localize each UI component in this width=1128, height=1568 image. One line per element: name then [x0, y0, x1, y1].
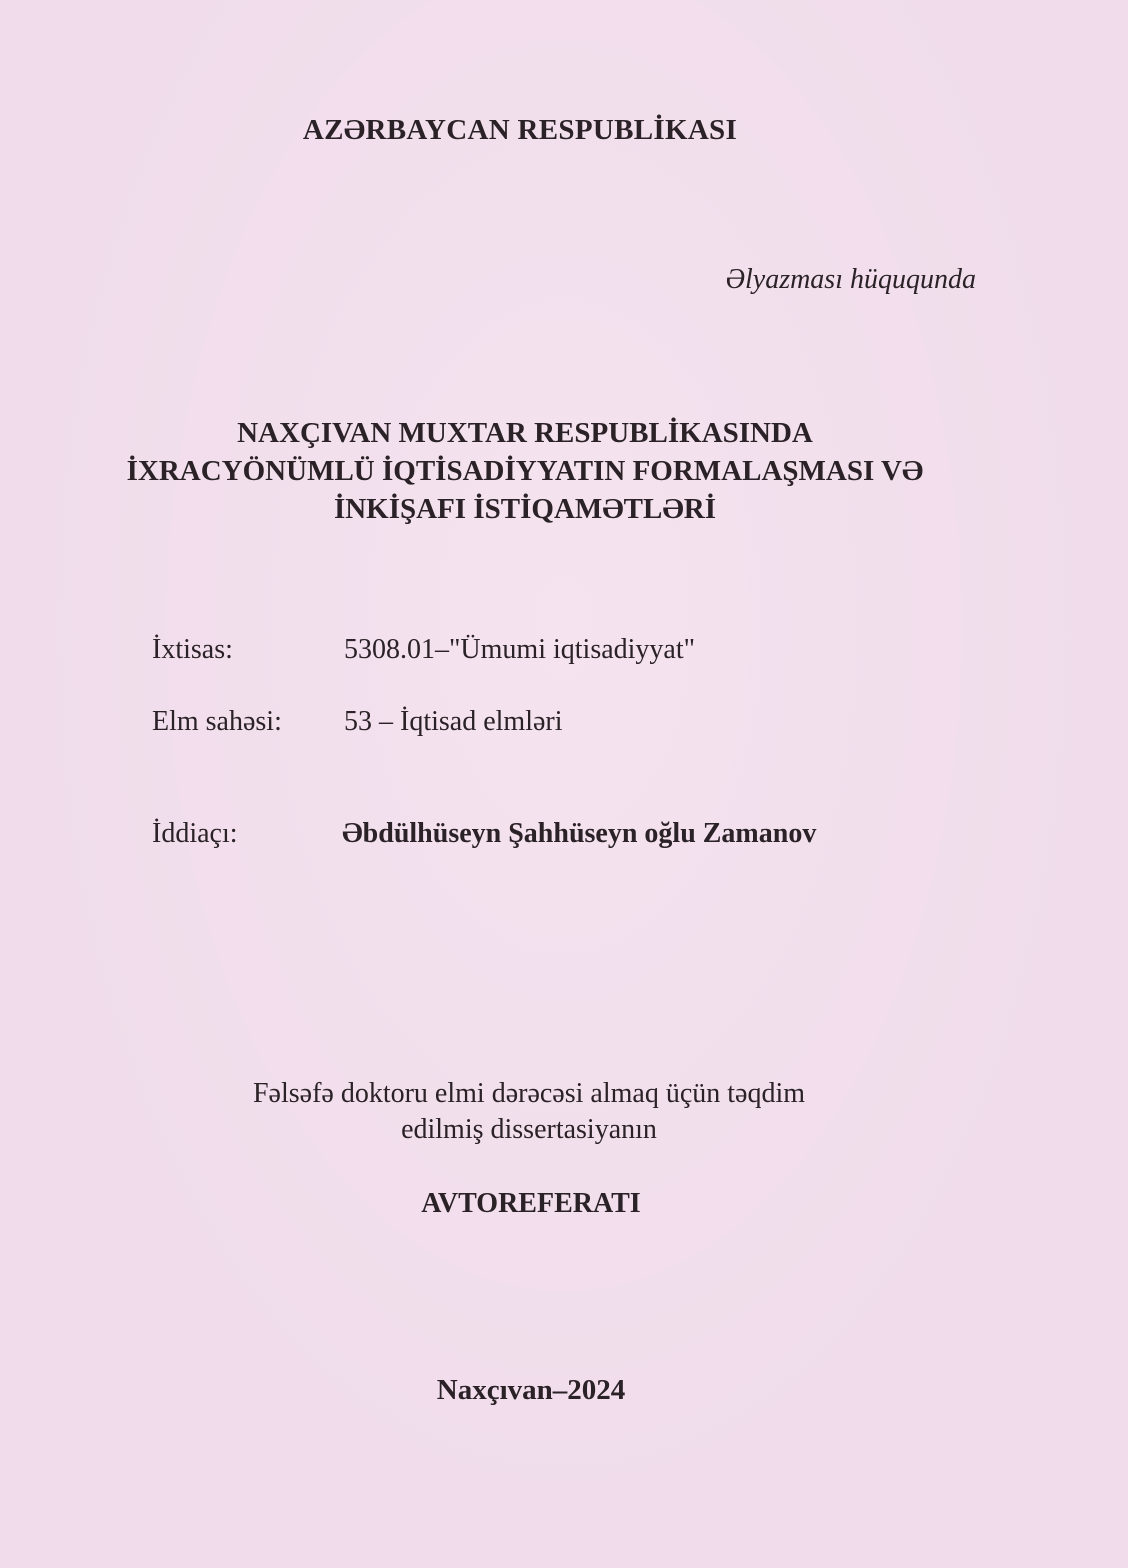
place-and-year: Naxçıvan–2024: [436, 1374, 626, 1406]
field-row: [152, 706, 563, 738]
field-value: 53 – İqtisad elmləri: [344, 706, 563, 737]
country-heading: AZƏRBAYCAN RESPUBLİKASI: [302, 114, 738, 146]
applicant-row: [152, 818, 816, 850]
submission-line: Fəlsəfə doktoru elmi dərəcəsi almaq üçün təqdim: [252, 1078, 806, 1109]
dissertation-title: [60, 414, 990, 528]
applicant-name: Əbdülhüseyn Şahhüseyn oğlu Zamanov: [342, 818, 817, 849]
title-line: İXRACYÖNÜMLÜ İQTİSADİYYATIN FORMALAŞMASI VƏ: [126, 455, 924, 487]
specialty-row: [152, 634, 695, 666]
document-type: AVTOREFERATI: [421, 1188, 641, 1219]
submission-line: edilmiş dissertasiyanın: [401, 1114, 657, 1145]
field-label: Elm sahəsi:: [152, 706, 282, 737]
submission-statement: [0, 1076, 1058, 1148]
title-line: İNKİŞAFI İSTİQAMƏTLƏRİ: [333, 493, 717, 525]
title-line: NAXÇIVAN MUXTAR RESPUBLİKASINDA: [237, 417, 813, 449]
applicant-label: İddiaçı:: [152, 818, 238, 849]
manuscript-rights-note: Əlyazması hüququnda: [725, 264, 976, 295]
specialty-value: 5308.01–"Ümumi iqtisadiyyat": [344, 634, 696, 665]
specialty-label: İxtisas:: [152, 634, 233, 665]
